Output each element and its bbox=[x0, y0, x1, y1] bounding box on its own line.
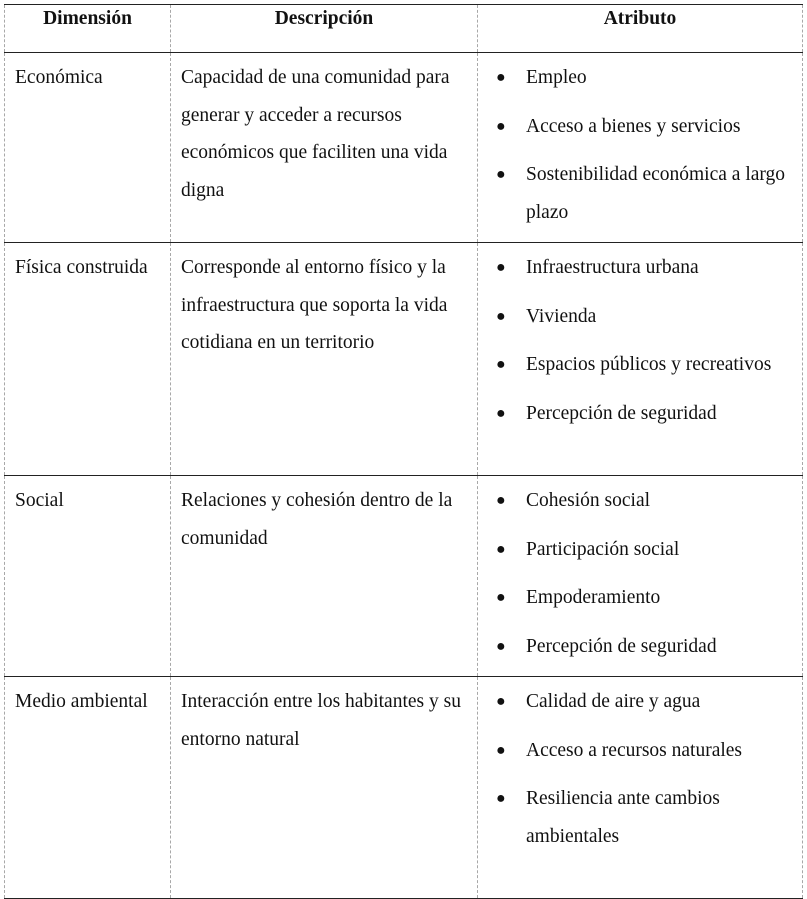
attribute-item bbox=[488, 780, 794, 855]
attribute-text: Cohesión social bbox=[526, 490, 651, 511]
dimension-cell: Medio ambiental bbox=[5, 677, 171, 899]
description-cell: Relaciones y cohesión dentro de la comunidad bbox=[171, 476, 478, 677]
bullet-icon: ● bbox=[496, 492, 506, 509]
bullet-icon: ● bbox=[496, 741, 506, 759]
attribute-text: Percepción de seguridad bbox=[526, 402, 717, 424]
bullet-icon: ● bbox=[496, 69, 506, 86]
table-row bbox=[5, 476, 803, 677]
description-cell: Corresponde al entorno físico y la infraestructura que soporta la vida cotidiana en un territorio bbox=[171, 243, 478, 476]
bullet-icon: ● bbox=[496, 540, 506, 558]
bullet-icon: ● bbox=[496, 589, 506, 606]
bullet-icon: ● bbox=[496, 166, 506, 183]
attribute-text: Empoderamiento bbox=[526, 587, 661, 608]
attribute-item bbox=[488, 732, 794, 770]
attribute-text: Acceso a recursos naturales bbox=[526, 739, 743, 761]
attributes-cell bbox=[478, 243, 803, 476]
bullet-icon: ● bbox=[496, 307, 506, 325]
attribute-text: Calidad de aire y agua bbox=[526, 691, 701, 712]
table-row bbox=[5, 677, 803, 899]
header-dimension: Dimensión bbox=[5, 5, 171, 53]
attribute-text: Infraestructura urbana bbox=[526, 257, 699, 278]
attribute-list bbox=[488, 249, 794, 432]
description-cell: Interacción entre los habitantes y su entorno natural bbox=[171, 677, 478, 899]
bullet-icon: ● bbox=[496, 637, 506, 655]
description-cell: Capacidad de una comunidad para generar y acceder a recursos económicos que faciliten una vida digna bbox=[171, 53, 478, 243]
attribute-text: Acceso a bienes y servicios bbox=[526, 115, 741, 137]
attributes-cell bbox=[478, 53, 803, 243]
attribute-item bbox=[488, 156, 794, 231]
attribute-item bbox=[488, 628, 794, 666]
attribute-item bbox=[488, 683, 794, 721]
bullet-icon: ● bbox=[496, 790, 506, 807]
attribute-item bbox=[488, 249, 794, 287]
header-attribute: Atributo bbox=[478, 5, 803, 53]
bullet-icon: ● bbox=[496, 117, 506, 135]
attribute-item bbox=[488, 395, 794, 433]
table-row bbox=[5, 53, 803, 243]
attribute-text: Resiliencia ante cambios ambientales bbox=[526, 788, 720, 847]
dimensions-table bbox=[4, 4, 803, 899]
attribute-item bbox=[488, 108, 794, 146]
attribute-item bbox=[488, 579, 794, 617]
attribute-item bbox=[488, 298, 794, 336]
attribute-text: Participación social bbox=[526, 538, 680, 560]
table-row bbox=[5, 243, 803, 476]
attribute-text: Espacios públicos y recreativos bbox=[526, 354, 772, 375]
attribute-item bbox=[488, 531, 794, 569]
header-description: Descripción bbox=[171, 5, 478, 53]
bullet-icon: ● bbox=[496, 404, 506, 422]
bullet-icon: ● bbox=[496, 693, 506, 710]
attribute-text: Vivienda bbox=[526, 305, 597, 327]
dimension-cell: Física construida bbox=[5, 243, 171, 476]
attribute-item bbox=[488, 482, 794, 520]
attribute-text: Empleo bbox=[526, 67, 587, 88]
attribute-text: Percepción de seguridad bbox=[526, 635, 717, 657]
dimension-cell: Económica bbox=[5, 53, 171, 243]
dimension-cell: Social bbox=[5, 476, 171, 677]
table-header-row bbox=[5, 5, 803, 53]
attribute-text: Sostenibilidad económica a largo plazo bbox=[526, 164, 786, 223]
attribute-list bbox=[488, 59, 794, 231]
bullet-icon: ● bbox=[496, 259, 506, 276]
attribute-list bbox=[488, 482, 794, 665]
attribute-item bbox=[488, 346, 794, 384]
attribute-list bbox=[488, 683, 794, 855]
attribute-item bbox=[488, 59, 794, 97]
attributes-cell bbox=[478, 677, 803, 899]
attributes-cell bbox=[478, 476, 803, 677]
bullet-icon: ● bbox=[496, 356, 506, 373]
